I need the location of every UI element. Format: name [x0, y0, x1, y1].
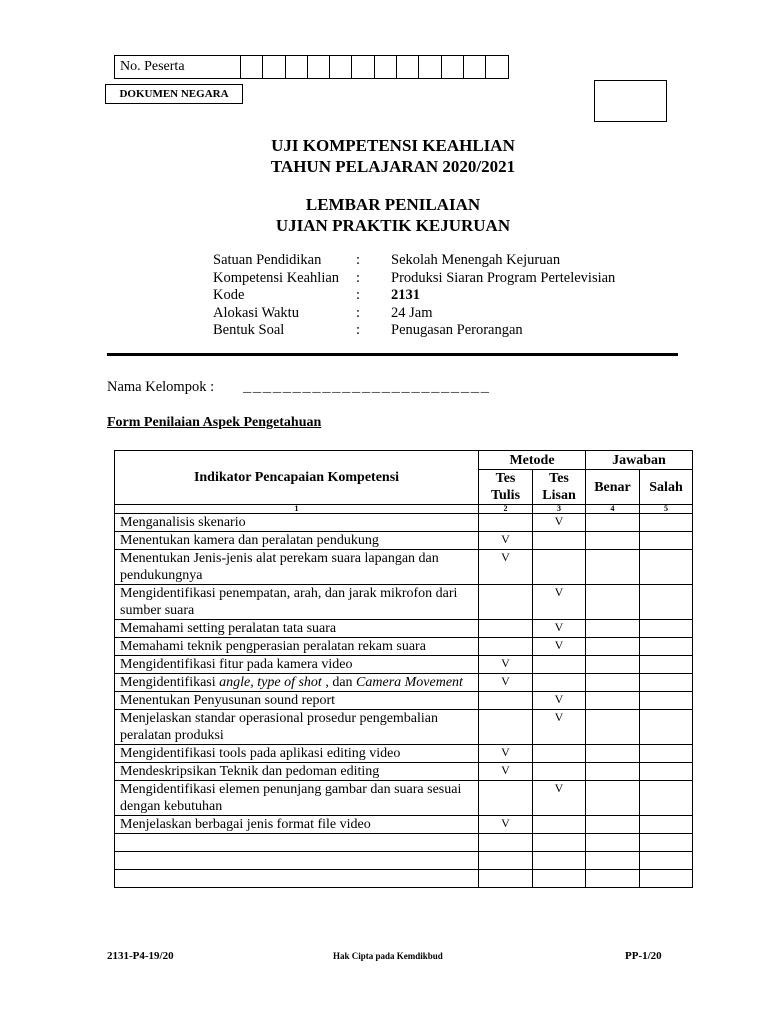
indikator-text-italic: angle, type of shot: [219, 675, 322, 690]
tes-tulis-mark[interactable]: [479, 585, 533, 620]
salah-cell[interactable]: [640, 550, 693, 585]
salah-cell[interactable]: [640, 816, 693, 834]
form-title: Form Penilaian Aspek Pengetahuan: [107, 415, 322, 430]
peserta-digit-cell[interactable]: [463, 56, 485, 79]
salah-cell[interactable]: [640, 781, 693, 816]
tes-tulis-mark[interactable]: V: [479, 656, 533, 674]
tes-lisan-mark[interactable]: [533, 532, 586, 550]
benar-cell[interactable]: [586, 781, 640, 816]
tes-tulis-mark[interactable]: V: [479, 745, 533, 763]
benar-cell[interactable]: [586, 550, 640, 585]
salah-cell[interactable]: [640, 710, 693, 745]
nama-kelompok-input[interactable]: _________________________: [243, 380, 491, 396]
header-benar: Benar: [586, 470, 640, 505]
benar-cell[interactable]: [586, 585, 640, 620]
table-row: [115, 514, 693, 532]
tes-tulis-mark[interactable]: [479, 620, 533, 638]
nama-kelompok-label: Nama Kelompok :: [107, 379, 215, 395]
peserta-digit-cell[interactable]: [441, 56, 463, 79]
tes-lisan-mark[interactable]: V: [533, 620, 586, 638]
column-number: 1: [115, 505, 479, 514]
empty-cell[interactable]: [479, 834, 533, 852]
info-value: Sekolah Menengah Kejuruan: [391, 252, 561, 268]
tes-tulis-mark[interactable]: [479, 781, 533, 816]
tes-tulis-mark[interactable]: V: [479, 763, 533, 781]
header-tes-lisan: Tes Lisan: [533, 470, 586, 505]
indikator-text: Mengidentifikasi fitur pada kamera video: [115, 656, 479, 674]
tes-lisan-mark[interactable]: V: [533, 710, 586, 745]
salah-cell[interactable]: [640, 674, 693, 692]
info-row: [213, 252, 615, 270]
benar-cell[interactable]: [586, 816, 640, 834]
indikator-text-part: Mengidentifikasi: [120, 675, 220, 690]
table-row: [115, 656, 693, 674]
table-row: [115, 781, 693, 816]
indikator-text: Menjelaskan berbagai jenis format file video: [115, 816, 479, 834]
salah-cell[interactable]: [640, 692, 693, 710]
salah-cell[interactable]: [640, 656, 693, 674]
table-row: [115, 674, 693, 692]
tes-tulis-mark[interactable]: [479, 710, 533, 745]
benar-cell[interactable]: [586, 620, 640, 638]
column-number: 5: [640, 505, 693, 514]
assessment-table: [114, 450, 693, 888]
peserta-digit-cell[interactable]: [352, 56, 374, 79]
tes-tulis-mark[interactable]: [479, 638, 533, 656]
tes-lisan-mark[interactable]: [533, 745, 586, 763]
tes-lisan-mark[interactable]: V: [533, 585, 586, 620]
peserta-digit-cell[interactable]: [307, 56, 329, 79]
benar-cell[interactable]: [586, 514, 640, 532]
info-row: [213, 322, 615, 340]
peserta-digit-cell[interactable]: [374, 56, 396, 79]
empty-row: [115, 852, 693, 870]
tes-lisan-mark[interactable]: V: [533, 781, 586, 816]
title-line-4: UJIAN PRAKTIK KEJURUAN: [275, 216, 511, 235]
tes-lisan-mark[interactable]: [533, 550, 586, 585]
peserta-digit-cell[interactable]: [263, 56, 285, 79]
indikator-text: Memahami teknik pengperasian peralatan rekam suara: [115, 638, 479, 656]
empty-cell[interactable]: [533, 852, 586, 870]
indikator-text: Menentukan Jenis-jenis alat perekam suara lapangan dan pendukungnya: [115, 550, 479, 585]
indikator-text: Mengidentifikasi elemen penunjang gambar dan suara sesuai dengan kebutuhan: [115, 781, 479, 816]
info-key: Bentuk Soal: [213, 322, 285, 338]
indikator-text: Mendeskripsikan Teknik dan pedoman editing: [115, 763, 479, 781]
info-value: Penugasan Perorangan: [391, 322, 523, 338]
table-row: [115, 692, 693, 710]
empty-cell[interactable]: [586, 852, 640, 870]
tes-lisan-mark[interactable]: [533, 816, 586, 834]
empty-cell[interactable]: [115, 870, 479, 888]
info-colon: :: [356, 287, 361, 303]
benar-cell[interactable]: [586, 745, 640, 763]
salah-cell[interactable]: [640, 585, 693, 620]
peserta-digit-cell[interactable]: [285, 56, 307, 79]
title-line-3: LEMBAR PENILAIAN: [305, 195, 481, 214]
salah-cell[interactable]: [640, 638, 693, 656]
empty-cell[interactable]: [640, 870, 693, 888]
info-colon: :: [356, 304, 361, 321]
tes-tulis-mark[interactable]: V: [479, 674, 533, 692]
info-colon: :: [356, 322, 361, 338]
table-row: [115, 550, 693, 585]
benar-cell[interactable]: [586, 656, 640, 674]
column-number: 2: [479, 505, 533, 514]
tes-tulis-mark[interactable]: [479, 692, 533, 710]
benar-cell[interactable]: [586, 532, 640, 550]
info-value: 24 Jam: [391, 304, 433, 321]
tes-lisan-mark[interactable]: [533, 656, 586, 674]
info-colon: :: [356, 252, 361, 268]
peserta-number-box: [114, 55, 509, 79]
info-key: Alokasi Waktu: [213, 304, 299, 321]
info-value: Produksi Siaran Program Pertelevisian: [391, 269, 616, 286]
empty-cell[interactable]: [586, 870, 640, 888]
empty-cell[interactable]: [115, 852, 479, 870]
tes-lisan-mark[interactable]: V: [533, 514, 586, 532]
footer-code: 2131-P4-19/20: [107, 950, 174, 962]
info-row: [213, 305, 615, 323]
footer-copyright: Hak Cipta pada Kemdikbud: [333, 951, 443, 961]
empty-cell[interactable]: [586, 834, 640, 852]
tes-lisan-mark[interactable]: V: [533, 692, 586, 710]
info-row: [213, 287, 615, 305]
tes-lisan-mark[interactable]: V: [533, 638, 586, 656]
indikator-text: Menentukan kamera dan peralatan pendukung: [115, 532, 479, 550]
peserta-digit-cell[interactable]: [486, 56, 508, 79]
code-box: [594, 80, 667, 122]
table-row: [115, 532, 693, 550]
title-line-2: TAHUN PELAJARAN 2020/2021: [270, 157, 516, 176]
info-key: Satuan Pendidikan: [213, 252, 322, 268]
info-block: [213, 252, 615, 340]
column-number: 4: [586, 505, 640, 514]
empty-cell[interactable]: [640, 834, 693, 852]
salah-cell[interactable]: [640, 620, 693, 638]
table-row: [115, 763, 693, 781]
info-colon: :: [356, 269, 361, 286]
empty-cell[interactable]: [533, 870, 586, 888]
salah-cell[interactable]: [640, 514, 693, 532]
tes-lisan-mark[interactable]: [533, 763, 586, 781]
indikator-text: Memahami setting peralatan tata suara: [115, 620, 479, 638]
empty-cell[interactable]: [479, 852, 533, 870]
salah-cell[interactable]: [640, 763, 693, 781]
empty-cell[interactable]: [640, 852, 693, 870]
table-row: [115, 638, 693, 656]
header-jawaban: Jawaban: [586, 451, 693, 470]
tes-lisan-mark[interactable]: [533, 674, 586, 692]
header-metode: Metode: [479, 451, 586, 470]
empty-row: [115, 870, 693, 888]
dokumen-negara-label: DOKUMEN NEGARA: [105, 84, 243, 104]
column-number: 3: [533, 505, 586, 514]
title-line-1: UJI KOMPETENSI KEAHLIAN: [271, 136, 515, 155]
benar-cell[interactable]: [586, 692, 640, 710]
header-indikator: Indikator Pencapaian Kompetensi: [115, 451, 479, 505]
benar-cell[interactable]: [586, 763, 640, 781]
info-value: 2131: [391, 287, 420, 303]
table-row: [115, 745, 693, 763]
indikator-text: Menjelaskan standar operasional prosedur pengembalian peralatan produksi: [115, 710, 479, 745]
info-row: [213, 270, 615, 288]
info-key: Kompetensi Keahlian: [213, 269, 340, 286]
indikator-text: Mengidentifikasi penempatan, arah, dan jarak mikrofon dari sumber suara: [115, 585, 479, 620]
benar-cell[interactable]: [586, 710, 640, 745]
indikator-text-part: , dan: [321, 675, 357, 690]
peserta-digit-cell[interactable]: [330, 56, 352, 79]
empty-cell[interactable]: [479, 870, 533, 888]
table-row: [115, 585, 693, 620]
table-row: [115, 816, 693, 834]
salah-cell[interactable]: [640, 532, 693, 550]
peserta-digit-cell[interactable]: [241, 56, 263, 79]
table-row: [115, 710, 693, 745]
indikator-text-italic: Camera Movement: [356, 675, 463, 690]
indikator-text: Menentukan Penyusunan sound report: [115, 692, 479, 710]
empty-cell[interactable]: [533, 834, 586, 852]
tes-tulis-mark[interactable]: V: [479, 532, 533, 550]
tes-tulis-mark[interactable]: V: [479, 816, 533, 834]
peserta-label: No. Peserta: [115, 56, 241, 79]
horizontal-rule: [107, 353, 678, 356]
info-key: Kode: [213, 287, 245, 303]
header-salah: Salah: [640, 470, 693, 505]
benar-cell[interactable]: [586, 674, 640, 692]
empty-cell[interactable]: [115, 834, 479, 852]
table-row: [115, 620, 693, 638]
indikator-text: Mengidentifikasi tools pada aplikasi editing video: [115, 745, 479, 763]
benar-cell[interactable]: [586, 638, 640, 656]
salah-cell[interactable]: [640, 745, 693, 763]
header-tes-tulis: Tes Tulis: [479, 470, 533, 505]
empty-row: [115, 834, 693, 852]
peserta-digit-cell[interactable]: [419, 56, 441, 79]
tes-tulis-mark[interactable]: V: [479, 550, 533, 585]
peserta-digit-cell[interactable]: [397, 56, 419, 79]
tes-tulis-mark[interactable]: [479, 514, 533, 532]
footer-page-number: PP-1/20: [625, 950, 662, 962]
indikator-text: Menganalisis skenario: [115, 514, 479, 532]
indikator-text: [115, 674, 479, 692]
